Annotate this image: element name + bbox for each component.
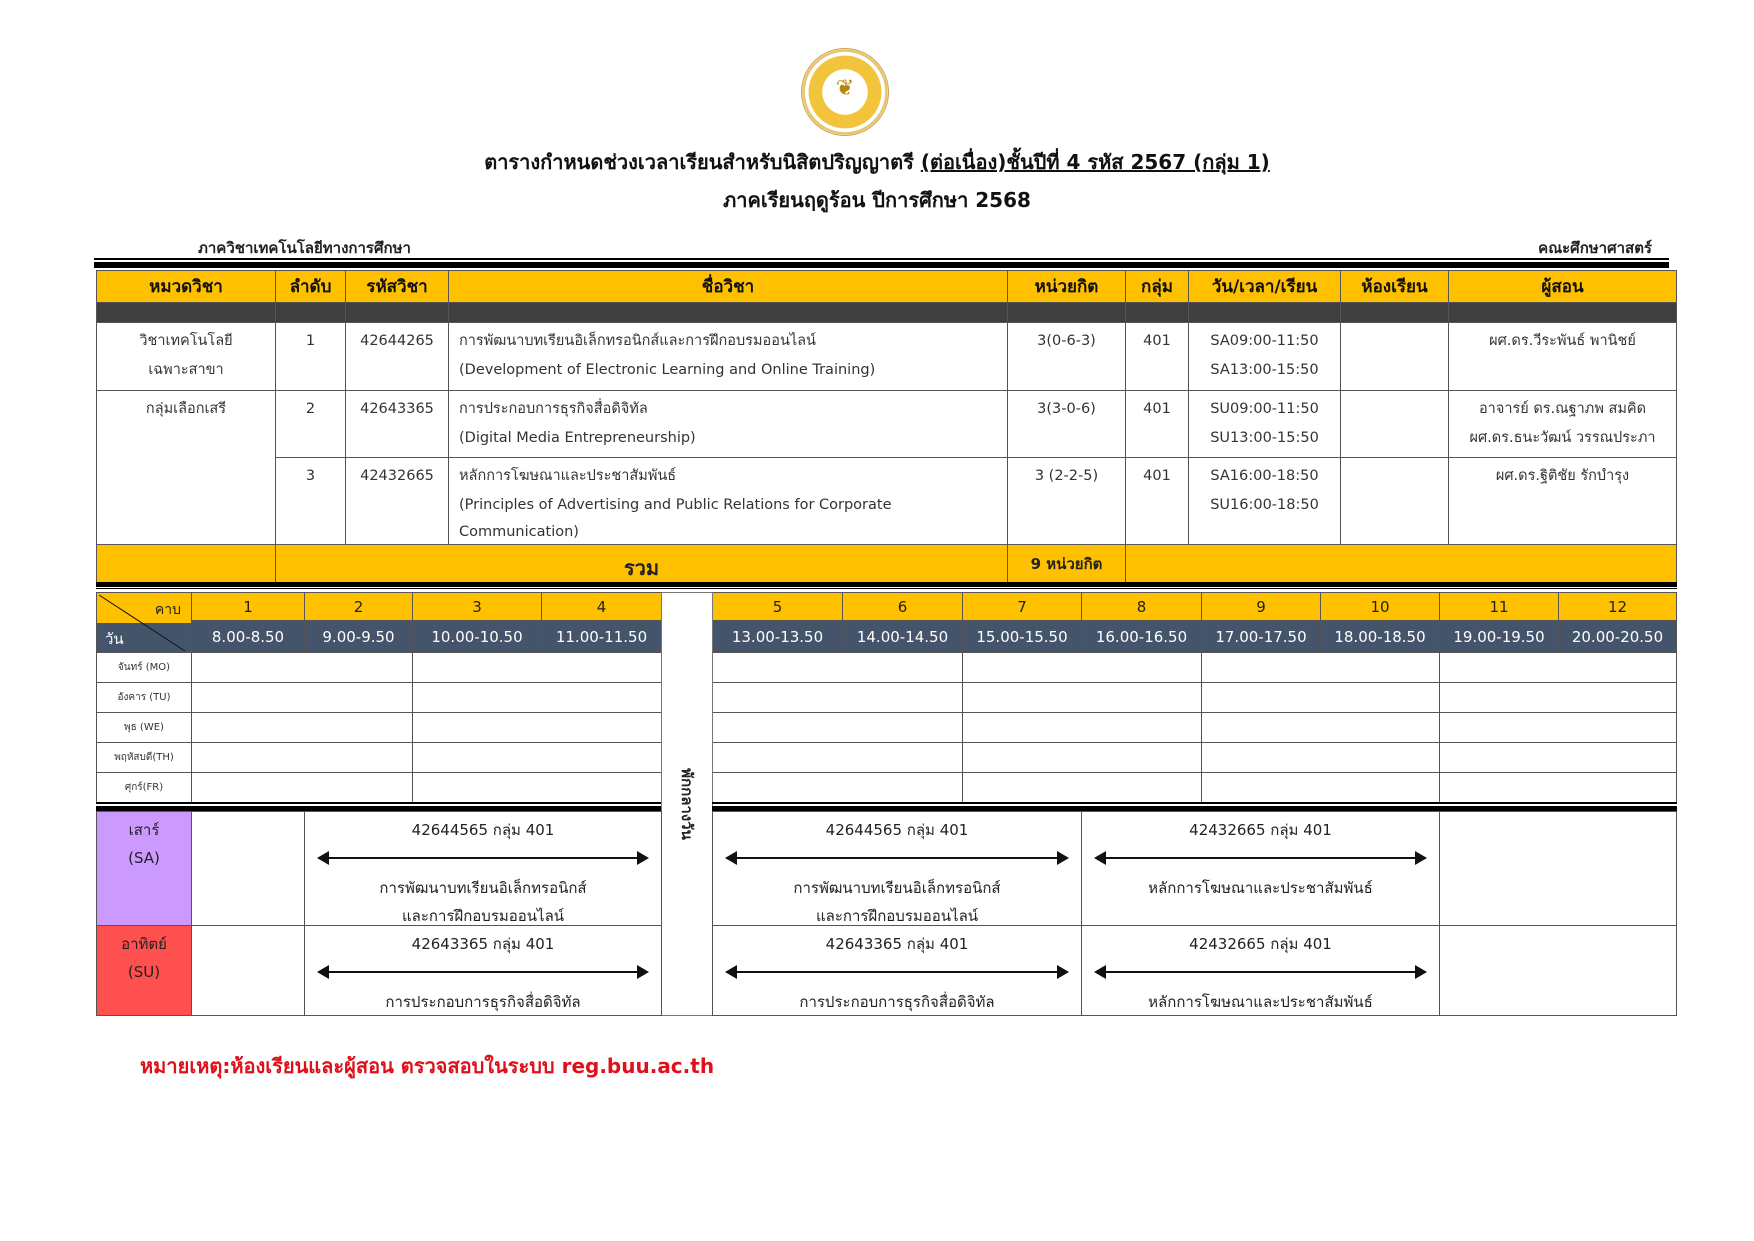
course-group: 401 — [1125, 390, 1189, 458]
class-name: การพัฒนาบทเรียนอิเล็กทรอนิกส์ — [793, 879, 1001, 897]
course-time-slot: SA13:00-15:50 — [1210, 362, 1319, 378]
period-time: 19.00-19.50 — [1439, 620, 1559, 653]
column-header-category: หมวดวิชา — [96, 270, 276, 303]
course-name-th: หลักการโฆษณาและประชาสัมพันธ์ — [459, 468, 677, 484]
arrowhead-icon — [725, 965, 737, 979]
arrow-shaft — [323, 971, 643, 973]
duration-arrow-icon — [1082, 958, 1439, 986]
column-header-instructor: ผู้สอน — [1448, 270, 1677, 303]
course-instructors — [1448, 322, 1677, 391]
arrow-shaft — [1100, 971, 1421, 973]
timetable-slot[interactable] — [191, 682, 413, 713]
faculty-label: คณะศึกษาศาสตร์ — [1538, 239, 1652, 257]
period-time: 14.00-14.50 — [842, 620, 963, 653]
class-block[interactable] — [304, 925, 662, 1016]
period-number: 9 — [1201, 592, 1321, 621]
arrowhead-icon — [1415, 965, 1427, 979]
course-name — [448, 457, 1008, 545]
course-time-slot: SA09:00-11:50 — [1210, 333, 1319, 349]
duration-arrow-icon — [305, 958, 661, 986]
course-time-slot: SA16:00-18:50 — [1210, 468, 1319, 484]
total-spacer — [96, 544, 276, 584]
column-header-credits: หน่วยกิต — [1007, 270, 1126, 303]
period-time: 8.00-8.50 — [191, 620, 305, 653]
timetable-slot[interactable] — [962, 712, 1202, 743]
course-name-th: การพัฒนาบทเรียนอิเล็กทรอนิกส์และการฝึกอบรมออนไลน์ — [459, 333, 816, 349]
period-number: 2 — [304, 592, 413, 621]
divider — [96, 588, 1677, 589]
arrowhead-icon — [1415, 851, 1427, 865]
timetable-slot[interactable] — [191, 925, 305, 1016]
course-instructors — [1448, 457, 1677, 545]
course-room — [1340, 322, 1449, 391]
column-header-time: วัน/เวลา/เรียน — [1188, 270, 1341, 303]
course-credits: 3(3-0-6) — [1007, 390, 1126, 458]
period-time: 17.00-17.50 — [1201, 620, 1321, 653]
category-cell — [96, 322, 276, 391]
arrowhead-icon — [317, 965, 329, 979]
course-name-en: (Development of Electronic Learning and Online Training) — [459, 362, 876, 378]
class-name: หลักการโฆษณาและประชาสัมพันธ์ — [1148, 993, 1373, 1011]
course-group: 401 — [1125, 457, 1189, 545]
timetable-slot[interactable] — [1201, 742, 1440, 773]
timetable-slot[interactable] — [712, 682, 963, 713]
arrowhead-icon — [1057, 965, 1069, 979]
period-number: 5 — [712, 592, 843, 621]
weekday-label: ศุกร์(FR) — [96, 772, 192, 803]
period-number: 10 — [1320, 592, 1440, 621]
course-room — [1340, 457, 1449, 545]
period-time: 10.00-10.50 — [412, 620, 542, 653]
arrowhead-icon — [637, 965, 649, 979]
period-number: 7 — [962, 592, 1082, 621]
course-name — [448, 390, 1008, 458]
timetable-slot[interactable] — [1439, 925, 1677, 1016]
lunch-break-label: พักกลางวัน — [678, 768, 696, 840]
class-name-cont: และการฝึกอบรมออนไลน์ — [815, 907, 979, 925]
header-spacer — [448, 302, 1008, 323]
university-logo — [801, 48, 889, 136]
category-cell: กลุ่มเลือกเสรี — [96, 390, 276, 545]
class-code-group: 42644565 กลุ่ม 401 — [825, 821, 969, 839]
category-line: เฉพาะสาขา — [148, 362, 224, 378]
class-name: หลักการโฆษณาและประชาสัมพันธ์ — [1148, 879, 1373, 897]
period-number: 11 — [1439, 592, 1559, 621]
period-time: 16.00-16.50 — [1081, 620, 1202, 653]
course-code: 42644265 — [345, 322, 449, 391]
period-time: 13.00-13.50 — [712, 620, 843, 653]
timetable-slot[interactable] — [962, 652, 1202, 683]
timetable-slot[interactable] — [191, 712, 413, 743]
class-block[interactable] — [712, 811, 1082, 926]
instructor-name: ผศ.ดร.ฐิติชัย รักบำรุง — [1495, 468, 1630, 484]
header-spacer — [1188, 302, 1341, 323]
period-number: 3 — [412, 592, 542, 621]
class-name-cont: และการฝึกอบรมออนไลน์ — [401, 907, 565, 925]
timetable-slot[interactable] — [962, 682, 1202, 713]
category-line: วิชาเทคโนโลยี — [139, 333, 233, 349]
period-time: 18.00-18.50 — [1320, 620, 1440, 653]
timetable-slot[interactable] — [1439, 811, 1677, 926]
header-spacer — [96, 302, 276, 323]
divider — [94, 258, 1669, 260]
duration-arrow-icon — [305, 844, 661, 872]
arrowhead-icon — [317, 851, 329, 865]
duration-arrow-icon — [1082, 844, 1439, 872]
period-time: 11.00-11.50 — [541, 620, 662, 653]
day-name-th: อาทิตย์ — [121, 935, 167, 953]
header-spacer — [275, 302, 346, 323]
page-title — [0, 146, 1754, 178]
arrowhead-icon — [725, 851, 737, 865]
title-underlined: (ต่อเนื่อง)ชั้นปีที่ 4 รหัส 2567 (กลุ่ม 1) — [920, 150, 1270, 174]
course-room — [1340, 390, 1449, 458]
course-code: 42432665 — [345, 457, 449, 545]
timetable-slot[interactable] — [712, 652, 963, 683]
period-number: 8 — [1081, 592, 1202, 621]
duration-arrow-icon — [713, 844, 1081, 872]
timetable-slot[interactable] — [1439, 772, 1677, 803]
timetable-slot[interactable] — [1201, 772, 1440, 803]
divider — [96, 582, 1677, 587]
column-header-code: รหัสวิชา — [345, 270, 449, 303]
period-time: 9.00-9.50 — [304, 620, 413, 653]
column-header-name: ชื่อวิชา — [448, 270, 1008, 303]
arrow-shaft — [731, 971, 1063, 973]
instructor-name: ผศ.ดร.ธนะวัฒน์ วรรณประภา — [1469, 430, 1656, 446]
header-spacer — [1007, 302, 1126, 323]
timetable-slot[interactable] — [412, 742, 662, 773]
timetable-slot[interactable] — [412, 772, 662, 803]
arrowhead-icon — [1094, 851, 1106, 865]
course-time-slot: SU13:00-15:50 — [1210, 430, 1319, 446]
course-code: 42643365 — [345, 390, 449, 458]
arrowhead-icon — [637, 851, 649, 865]
timetable-slot[interactable] — [191, 772, 413, 803]
weekday-label: อังคาร (TU) — [96, 682, 192, 713]
arrowhead-icon — [1057, 851, 1069, 865]
burapha-seal-icon: ❦ — [835, 76, 855, 101]
period-number: 4 — [541, 592, 662, 621]
divider — [712, 802, 1677, 804]
instructor-name: อาจารย์ ดร.ณฐาภพ สมคิด — [1478, 401, 1647, 417]
corner-day-label: วัน — [105, 630, 124, 648]
class-code-group: 42432665 กลุ่ม 401 — [1189, 821, 1332, 839]
timetable-slot[interactable] — [191, 811, 305, 926]
class-name: การพัฒนาบทเรียนอิเล็กทรอนิกส์ — [379, 879, 587, 897]
class-block[interactable] — [304, 811, 662, 926]
total-spacer — [1125, 544, 1677, 584]
remark-note: หมายเหตุ:ห้องเรียนและผู้สอน ตรวจสอบในระบบ reg.buu.ac.th — [140, 1054, 715, 1078]
period-number: 6 — [842, 592, 963, 621]
duration-arrow-icon — [713, 958, 1081, 986]
course-credits: 3(0-6-3) — [1007, 322, 1126, 391]
page-subtitle: ภาคเรียนฤดูร้อน ปีการศึกษา 2568 — [723, 188, 1031, 212]
course-time-slot: SU16:00-18:50 — [1210, 497, 1319, 513]
class-block[interactable] — [712, 925, 1082, 1016]
course-name-en: (Principles of Advertising and Public Relations for Corporate — [459, 497, 892, 513]
course-times — [1188, 457, 1341, 545]
arrow-shaft — [1100, 857, 1421, 859]
course-credits: 3 (2-2-5) — [1007, 457, 1126, 545]
timetable-slot[interactable] — [1201, 652, 1440, 683]
period-time: 20.00-20.50 — [1558, 620, 1677, 653]
header-spacer — [1448, 302, 1677, 323]
course-no: 3 — [275, 457, 346, 545]
timetable-slot[interactable] — [1201, 712, 1440, 743]
class-code-group: 42643365 กลุ่ม 401 — [411, 935, 555, 953]
timetable-slot[interactable] — [1439, 712, 1677, 743]
timetable-slot[interactable] — [712, 772, 963, 803]
course-no: 2 — [275, 390, 346, 458]
period-time: 15.00-15.50 — [962, 620, 1082, 653]
divider — [96, 802, 661, 804]
timetable-slot[interactable] — [712, 712, 963, 743]
weekend-day-label — [96, 811, 192, 926]
header-spacer — [345, 302, 449, 323]
class-block[interactable] — [1081, 811, 1440, 926]
header-spacer — [1125, 302, 1189, 323]
title-prefix: ตารางกำหนดช่วงเวลาเรียนสำหรับนิสิตปริญญาตรี — [484, 150, 921, 174]
column-header-no: ลำดับ — [275, 270, 346, 303]
timetable-slot[interactable] — [1439, 652, 1677, 683]
course-group: 401 — [1125, 322, 1189, 391]
timetable-slot[interactable] — [191, 742, 413, 773]
day-name-en: (SU) — [127, 963, 161, 981]
timetable-slot[interactable] — [962, 772, 1202, 803]
course-name-en: (Digital Media Entrepreneurship) — [459, 430, 696, 446]
day-name-th: เสาร์ — [128, 821, 160, 839]
course-times — [1188, 390, 1341, 458]
course-times — [1188, 322, 1341, 391]
class-code-group: 42644565 กลุ่ม 401 — [411, 821, 555, 839]
class-code-group: 42643365 กลุ่ม 401 — [825, 935, 969, 953]
class-name: การประกอบการธุรกิจสื่อดิจิทัล — [385, 993, 581, 1011]
period-number: 12 — [1558, 592, 1677, 621]
column-header-group: กลุ่ม — [1125, 270, 1189, 303]
period-number: 1 — [191, 592, 305, 621]
total-label: รวม — [275, 544, 1008, 584]
course-time-slot: SU09:00-11:50 — [1210, 401, 1319, 417]
timetable-slot[interactable] — [712, 742, 963, 773]
class-block[interactable] — [1081, 925, 1440, 1016]
timetable-slot[interactable] — [1439, 682, 1677, 713]
weekend-day-label — [96, 925, 192, 1016]
course-name-th: การประกอบการธุรกิจสื่อดิจิทัล — [459, 401, 648, 417]
timetable-slot[interactable] — [1439, 742, 1677, 773]
course-name-en-cont: Communication) — [459, 524, 579, 540]
column-header-room: ห้องเรียน — [1340, 270, 1449, 303]
day-name-en: (SA) — [128, 849, 160, 867]
arrow-shaft — [323, 857, 643, 859]
total-credits: 9 หน่วยกิต — [1007, 544, 1126, 584]
class-code-group: 42432665 กลุ่ม 401 — [1189, 935, 1332, 953]
course-instructors — [1448, 390, 1677, 458]
timetable-slot[interactable] — [412, 652, 662, 683]
instructor-name: ผศ.ดร.วีระพันธ์ พานิชย์ — [1489, 333, 1636, 349]
lunch-break-column — [661, 592, 713, 1016]
class-name: การประกอบการธุรกิจสื่อดิจิทัล — [799, 993, 995, 1011]
weekday-label: พฤหัสบดี(TH) — [96, 742, 192, 773]
department-label: ภาควิชาเทคโนโลยีทางการศึกษา — [198, 239, 411, 257]
corner-period-label: คาบ — [154, 602, 181, 618]
timetable-slot[interactable] — [1201, 682, 1440, 713]
weekday-label: พุธ (WE) — [96, 712, 192, 743]
course-no: 1 — [275, 322, 346, 391]
header-spacer — [1340, 302, 1449, 323]
timetable-slot[interactable] — [412, 682, 662, 713]
timetable-slot[interactable] — [191, 652, 413, 683]
divider — [94, 262, 1669, 268]
weekday-label: จันทร์ (MO) — [96, 652, 192, 683]
timetable-slot[interactable] — [412, 712, 662, 743]
course-name — [448, 322, 1008, 391]
corner-cell — [96, 592, 192, 653]
timetable-slot[interactable] — [962, 742, 1202, 773]
arrowhead-icon — [1094, 965, 1106, 979]
arrow-shaft — [731, 857, 1063, 859]
